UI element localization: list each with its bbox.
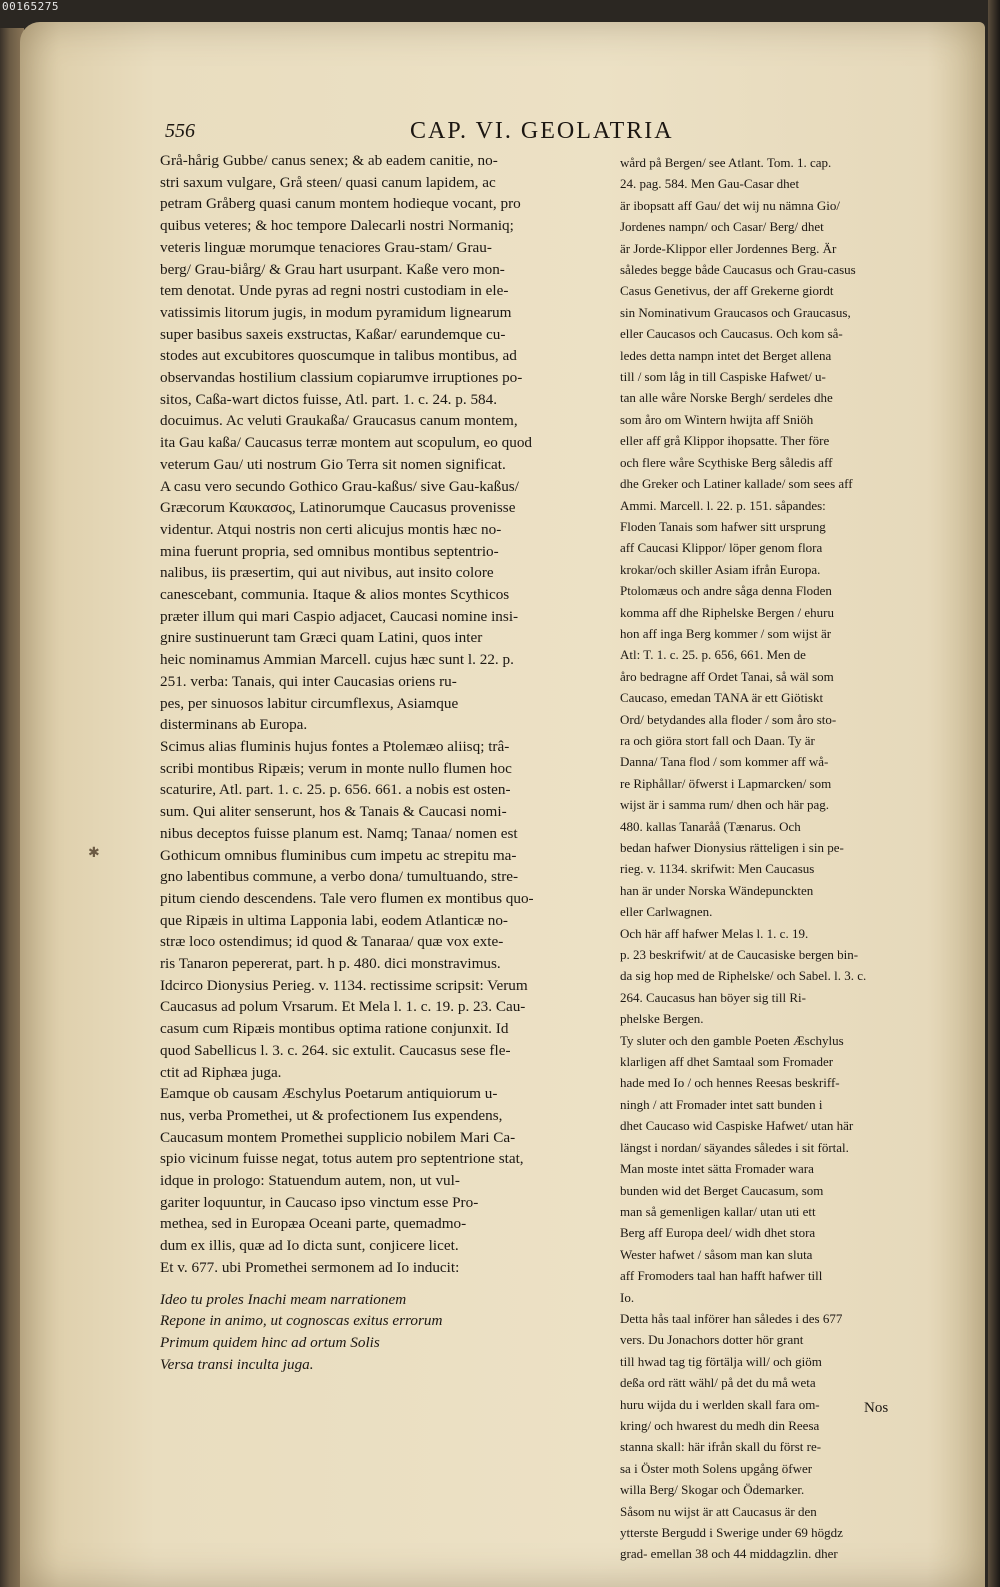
text-line: nibus deceptos fuisse planum est. Namq; Tanaa/ nomen est — [160, 824, 518, 842]
text-line: Io. — [620, 1289, 635, 1305]
text-line: eller Carlwagnen. — [620, 904, 713, 920]
text-line: quod Sabellicus l. 3. c. 264. sic extulit. Caucasus sese fle- — [160, 1041, 511, 1059]
text-line: Casus Genetivus, der aff Grekerne giordt — [620, 283, 834, 299]
text-line: huru wijda du i werlden skall fara om- — [620, 1396, 820, 1412]
text-line: Atl: T. 1. c. 25. p. 656, 661. Men de — [620, 647, 806, 663]
text-line: veteris linguæ morumque tenaciores Grau-stam/ Grau- — [160, 238, 492, 256]
text-line: Caucasus ad polum Vrsarum. Et Mela l. 1. c. 19. p. 23. Cau- — [160, 998, 526, 1016]
text-line: ningh / att Fromader intet satt bunden i — [620, 1096, 823, 1112]
text-line: observandas hostilium classium copiarumve irruptiones po- — [160, 369, 523, 387]
text-line: Ideo tu proles Inachi meam narrationem — [160, 1290, 407, 1308]
text-line: deßa ord rätt wähl/ på det du må weta — [620, 1375, 816, 1391]
text-line: quibus veteres; & hoc tempore Dalecarli nostri Normaniq; — [160, 217, 514, 235]
text-line: Idcirco Dionysius Perieg. v. 1134. rectissime scripsit: Verum — [160, 976, 528, 994]
text-line: gnire sustinuerunt tam Græci quam Latini, quos inter — [160, 629, 483, 647]
text-line: är ibopsatt aff Gau/ det wij nu nämna Gio/ — [620, 197, 840, 213]
text-line: scribi montibus Ripæis; verum in monte nullo flumen hoc — [160, 759, 512, 777]
text-line: Ptolomæus och andre såga denna Floden — [620, 583, 832, 599]
text-line: ra och giöra stort fall och Daan. Ty är — [620, 732, 815, 748]
scan-id-label: 00165275 — [2, 0, 59, 13]
text-line: wård på Bergen/ see Atlant. Tom. 1. cap. — [620, 155, 832, 170]
text-line: grad- emellan 38 och 44 middagzlin. dher — [620, 1546, 838, 1562]
text-line: p. 23 beskrifwit/ at de Caucasiske bergen bin- — [620, 947, 859, 963]
text-line: sin Nominativum Graucasos och Graucasus, — [620, 304, 851, 320]
text-line: hon aff inga Berg kommer / som wijst är — [620, 625, 832, 641]
text-line: Floden Tanais som hafwer sitt ursprung — [620, 518, 826, 534]
text-line: heic nominamus Ammian Marcell. cujus hæc sunt l. 22. p. — [160, 651, 514, 669]
text-line: dhe Greker och Latiner kallade/ som sees aff — [620, 476, 853, 492]
text-line: Græcorum Καυκασος, Latinorumque Caucasus provenisse — [160, 499, 516, 517]
text-line: A casu vero secundo Gothico Grau-kaßus/ sive Gau-kaßus/ — [160, 477, 519, 495]
text-line: Gothicum omnibus fluminibus cum impetu ac strepitu ma- — [160, 846, 517, 864]
text-line: gariter loquuntur, in Caucaso ipso vinctum esse Pro- — [160, 1193, 479, 1211]
text-line: Versa transi inculta juga. — [160, 1355, 314, 1373]
text-line: Grå-hårig Gubbe/ canus senex; & ab eadem canitie, no- — [160, 152, 498, 169]
text-line: 251. verba: Tanais, qui inter Caucasias oriens ru- — [160, 672, 457, 690]
text-line: docuimus. Ac veluti Graukaßa/ Graucasus canum montem, — [160, 412, 518, 430]
text-line: stræ loco ostendimus; id quod & Tanaraa/ quæ vox exte- — [160, 933, 504, 951]
text-line: som åro om Wintern hwijta aff Sniöh — [620, 411, 814, 427]
text-line: gno labentibus commune, a verbo dona/ tumultuando, stre- — [160, 868, 519, 886]
text-line: åro bedragne aff Ordet Tanai, så wäl som — [620, 668, 834, 684]
text-line: spio vicinum fuisse negat, totus autem pro septentrione stat, — [160, 1150, 524, 1168]
text-line: ita Gau kaßa/ Caucasus terræ montem aut scopulum, eo quod — [160, 434, 533, 452]
latin-quote — [160, 1289, 610, 1376]
text-line: till hwad tag tig förtälja will/ och giöm — [620, 1353, 822, 1369]
text-line: stanna skall: här ifrån skall du först re- — [620, 1439, 822, 1455]
text-line: Danna/ Tana flod / som kommer aff wå- — [620, 754, 829, 770]
text-line: præter illum qui mari Caspio adjacet, Caucasi nomine insi- — [160, 607, 519, 625]
latin-column — [160, 150, 610, 1375]
text-line: mina fuerunt propria, sed omnibus montibus septentrio- — [160, 542, 499, 560]
text-line: ledes detta nampn intet det Berget allena — [620, 347, 832, 363]
text-line: Repone in animo, ut cognoscas exitus errorum — [160, 1312, 443, 1330]
text-line: ris Tanaron pepererat, part. h p. 480. dici monstravimus. — [160, 955, 501, 973]
text-line: Scimus alias fluminis hujus fontes a Ptolemæo aliisq; trâ- — [160, 737, 510, 755]
text-line: Eamque ob causam Æschylus Poetarum antiquiorum u- — [160, 1085, 498, 1103]
text-line: Primum quidem hinc ad ortum Solis — [160, 1333, 380, 1351]
text-line: Wester hafwet / såsom man kan sluta — [620, 1246, 813, 1262]
text-line: stri saxum vulgare, Grå steen/ quasi canum lapidem, ac — [160, 173, 496, 191]
text-line: således begge både Caucasus och Grau-casus — [620, 262, 856, 278]
text-line: han är under Norska Wändepunckten — [620, 882, 814, 898]
text-line: eller Caucasos och Caucasus. Och kom så- — [620, 326, 843, 342]
text-line: super basibus saxeis exstructas, Kaßar/ earundemque cu- — [160, 325, 506, 343]
text-line: hade med Io / och hennes Reesas beskriff- — [620, 1075, 840, 1091]
text-line: ytterste Bergudd i Swerige under 69 högdz — [620, 1525, 843, 1540]
text-line: sitos, Caßa-wart dictos fuisse, Atl. part. 1. c. 24. p. 584. — [160, 390, 498, 408]
text-line: kring/ och hwarest du medh din Reesa — [620, 1417, 820, 1433]
text-line: idque in prologo: Statuendum autem, non, ut vul- — [160, 1172, 460, 1190]
text-line: vatissimis litorum jugis, in modum pyramidum lignearum — [160, 303, 512, 321]
swedish-text — [620, 152, 920, 1565]
text-line: willa Berg/ Skogar och Ödemarker. — [620, 1482, 805, 1498]
text-line: Caucasum montem Promethei supplicio nobilem Mari Ca- — [160, 1128, 516, 1146]
swedish-column — [620, 152, 920, 1565]
text-line: sa i Öster moth Solens upgång öfwer — [620, 1460, 813, 1476]
text-line: eller aff grå Klippor ihopsatte. Ther före — [620, 433, 830, 449]
text-line: Et v. 677. ubi Promethei sermonem ad Io inducit: — [160, 1258, 460, 1276]
text-line: tan alle wåre Norske Bergh/ serdeles dhe — [620, 390, 833, 406]
text-line: klarligen aff dhet Samtaal som Fromader — [620, 1054, 834, 1070]
text-line: tem denotat. Unde pyras ad regni nostri custodiam in ele- — [160, 282, 509, 300]
page-number: 556 — [165, 120, 195, 142]
text-line: Berg aff Europa deel/ widh dhet stora — [620, 1225, 816, 1241]
text-line: re Riphållar/ öfwerst i Lapmarcken/ som — [620, 775, 832, 791]
text-line: bedan hafwer Dionysius rätteligen i sin pe- — [620, 840, 844, 855]
text-line: och flere wåre Scythiske Berg såledis aff — [620, 454, 833, 470]
text-line: veterum Gau/ uti nostrum Gio Terra sit nomen significat. — [160, 455, 506, 473]
text-line: Jordenes nampn/ och Casar/ Berg/ dhet — [620, 219, 824, 235]
text-line: Såsom nu wijst är att Caucasus är den — [620, 1503, 817, 1519]
text-line: disterminans ab Europa. — [160, 716, 308, 734]
text-line: aff Caucasi Klippor/ löper genom flora — [620, 540, 823, 556]
text-line: Detta hås taal införer han således i des 677 — [620, 1310, 843, 1326]
text-line: komma aff dhe Riphelske Bergen / ehuru — [620, 604, 834, 620]
text-line: casum cum Ripæis montibus optima ratione conjunxit. Id — [160, 1020, 509, 1038]
text-line: bunden wid det Berget Caucasum, som — [620, 1182, 824, 1198]
text-line: nalibus, iis præsertim, qui aut nivibus, aut insito colore — [160, 564, 494, 582]
text-line: ctit ad Riphæa juga. — [160, 1063, 282, 1081]
text-line: rieg. v. 1134. skrifwit: Men Caucasus — [620, 861, 815, 877]
text-line: längst i nordan/ säyandes således i sit förtal. — [620, 1139, 849, 1155]
page-edge — [988, 0, 1000, 1587]
text-line: Ord/ betydandes alla floder / som åro sto- — [620, 711, 837, 727]
text-line: man så gemenligen kallar/ utan uti ett — [620, 1203, 816, 1219]
text-line: scaturire, Atl. part. 1. c. 25. p. 656. 661. a nobis est osten- — [160, 781, 511, 799]
text-line: är Jorde-Klippor eller Jordennes Berg. Är — [620, 240, 837, 256]
text-line: methea, sed in Europæa Oceani parte, quemadmo- — [160, 1215, 467, 1233]
text-line: wijst är i samma rum/ dhen och här pag. — [620, 797, 830, 813]
text-line: Ammi. Marcell. l. 22. p. 151. såpandes: — [620, 497, 826, 513]
running-title: CAP. VI. GEOLATRIA — [410, 118, 674, 144]
text-line: till / som låg in till Caspiske Hafwet/ u- — [620, 369, 826, 385]
text-line: 264. Caucasus han böyer sig till Ri- — [620, 989, 806, 1005]
text-line: 480. kallas Tanaråå (Tænarus. Och — [620, 818, 801, 834]
text-line: Ty sluter och den gamble Poeten Æschylus — [620, 1032, 844, 1048]
text-line: vers. Du Jonachors dotter hör grant — [620, 1332, 804, 1348]
text-line: sum. Qui aliter senserunt, hos & Tanais & Caucasi nomi- — [160, 803, 507, 821]
page-header — [165, 118, 905, 150]
text-line: petram Gråberg quasi canum montem hodieque vocant, pro — [160, 195, 521, 213]
text-line: nus, verba Promethei, ut & profectionem Ius expendens, — [160, 1106, 503, 1124]
text-line: dum ex illis, quæ ad Io dicta sunt, conjicere licet. — [160, 1237, 459, 1255]
text-line: pes, per sinuosos labitur circumflexus, Asiamque — [160, 694, 459, 712]
text-line: dhet Caucaso wid Caspiske Hafwet/ utan här — [620, 1118, 854, 1134]
text-line: pitum ciendo descendens. Tale vero flumen ex montibus quo- — [160, 889, 534, 907]
text-line: videntur. Atqui nostris non certi alicujus montis hæc no- — [160, 520, 502, 538]
latin-text — [160, 150, 610, 1279]
text-line: Man moste intet sätta Fromader wara — [620, 1161, 814, 1177]
text-line: 24. pag. 584. Men Gau-Casar dhet — [620, 176, 800, 192]
text-line: canescebant, communia. Itaque & alios montes Scythicos — [160, 586, 510, 604]
text-line: phelske Bergen. — [620, 1011, 704, 1027]
text-line: Caucaso, emedan TANA är ett Giötiskt — [620, 690, 824, 706]
text-line: berg/ Grau-biårg/ & Grau hart usurpant. Kaße vero mon- — [160, 260, 505, 278]
text-line: que Ripæis in ultima Lapponia labi, eodem Atlanticæ no- — [160, 911, 508, 929]
text-line: krokar/och skiller Asiam ifrån Europa. — [620, 561, 821, 577]
margin-mark: ✱ — [88, 846, 100, 861]
text-line: da sig hop med de Riphelske/ och Sabel. l. 3. c. — [620, 968, 867, 984]
text-line: stodes aut excubitores quoscumque in talibus montibus, ad — [160, 347, 517, 365]
text-line: Och här aff hafwer Melas l. 1. c. 19. — [620, 925, 809, 941]
text-line: aff Fromoders taal han hafft hafwer till — [620, 1268, 823, 1284]
catchword: Nos — [864, 1400, 889, 1416]
